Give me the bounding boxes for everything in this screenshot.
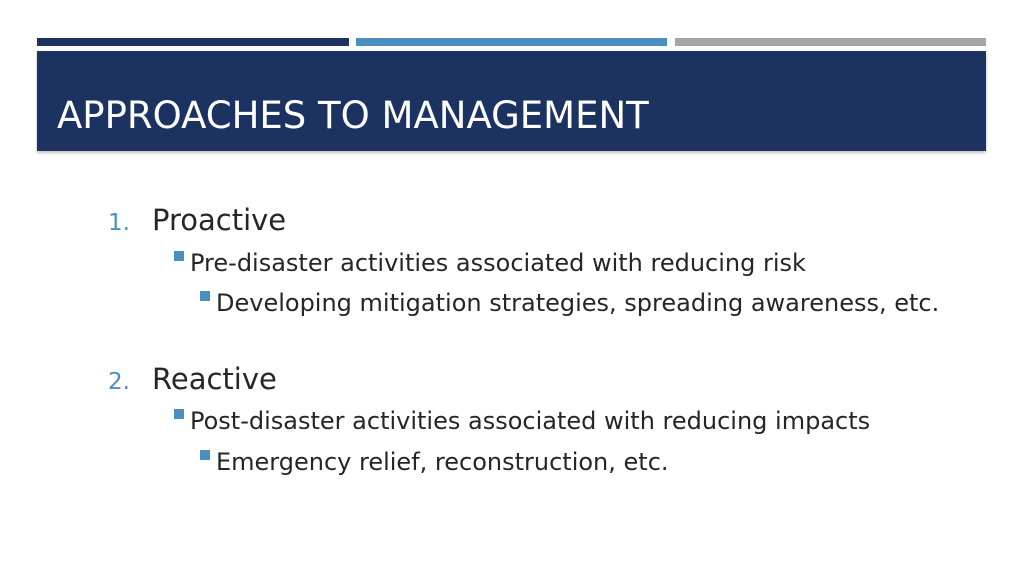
sub-bullet-text: Pre-disaster activities associated with reducing risk — [190, 249, 806, 277]
sub-sub-bullet-text: Developing mitigation strategies, spreading awareness, etc. — [216, 289, 940, 317]
square-bullet-icon — [200, 291, 210, 301]
sub-bullet-pre-disaster — [174, 248, 806, 279]
sub-bullet-post-disaster — [174, 406, 870, 437]
square-bullet-icon — [200, 450, 210, 460]
sub-bullet-text: Post-disaster activities associated with reducing impacts — [190, 407, 871, 435]
list-item-reactive — [108, 362, 277, 399]
sub-sub-bullet-emergency — [200, 447, 960, 478]
list-item-label: Reactive — [152, 362, 277, 396]
list-number: 2. — [108, 369, 130, 395]
slide-title: APPROACHES TO MANAGEMENT — [57, 94, 649, 137]
list-item-label: Proactive — [152, 203, 287, 237]
sub-sub-bullet-mitigation — [200, 288, 960, 319]
list-number: 1. — [108, 210, 130, 236]
square-bullet-icon — [174, 409, 184, 419]
sub-sub-bullet-text: Emergency relief, reconstruction, etc. — [216, 448, 669, 476]
list-item-proactive — [108, 203, 286, 240]
square-bullet-icon — [174, 251, 184, 261]
